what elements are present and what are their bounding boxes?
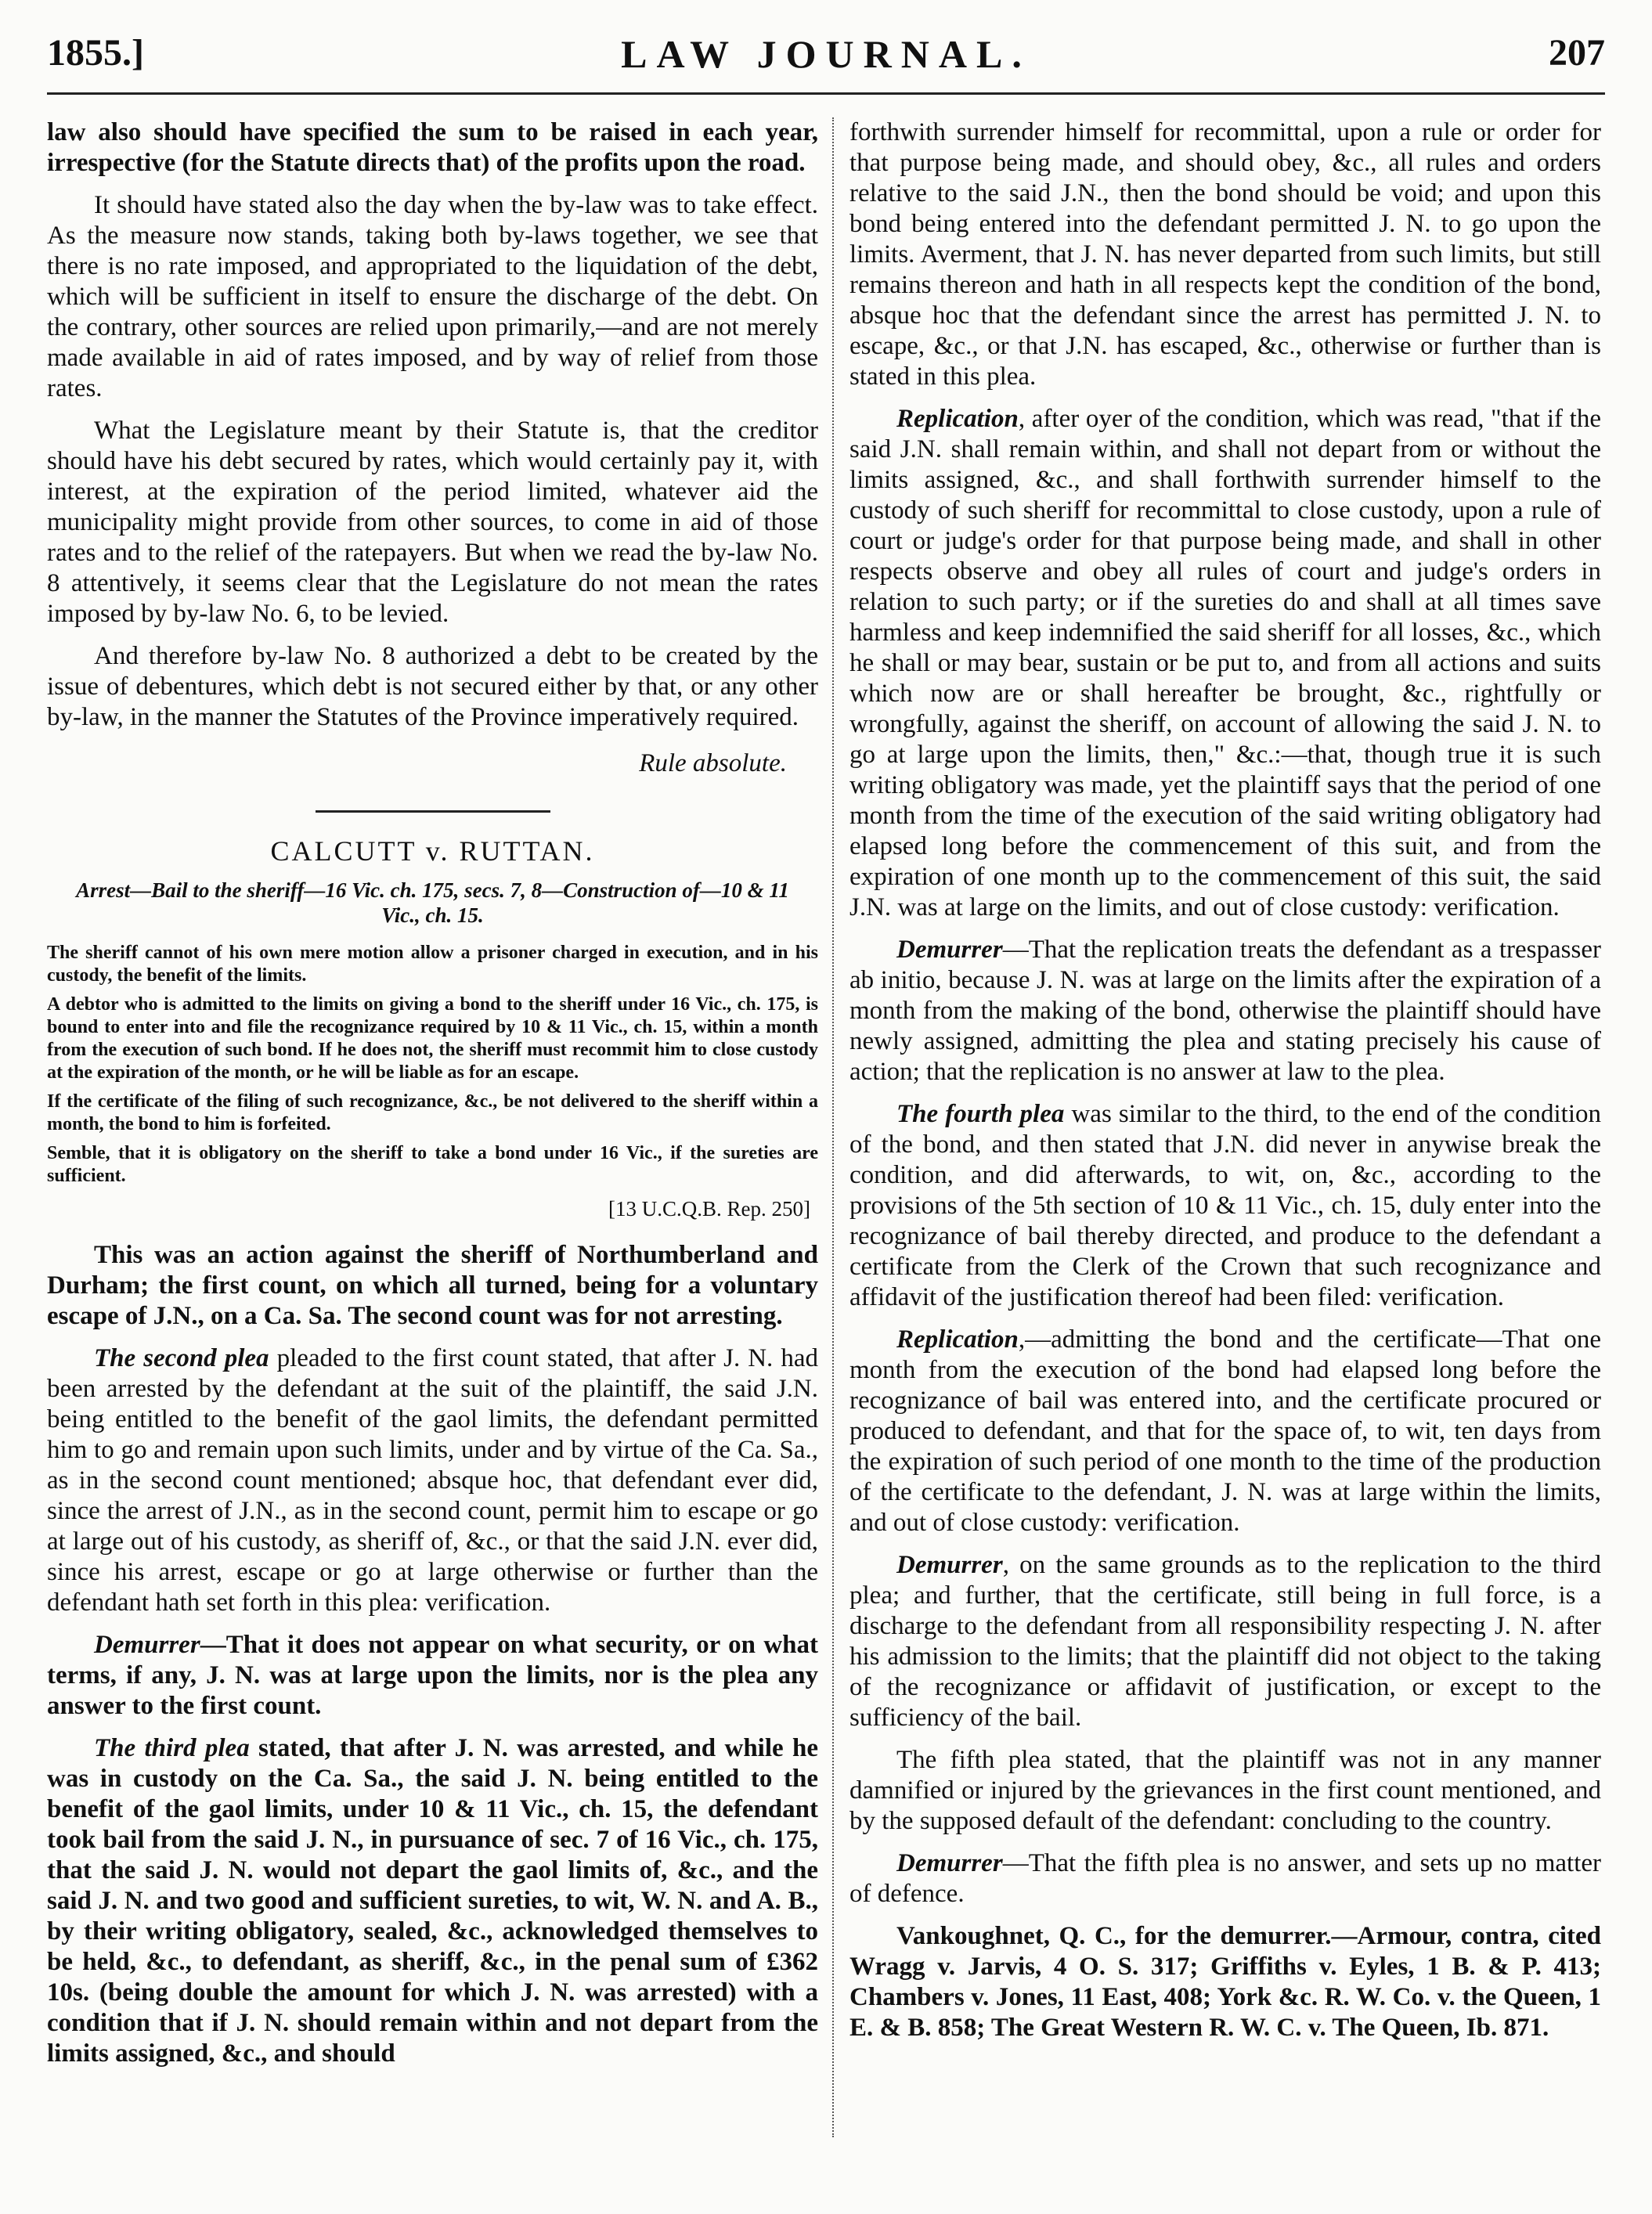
left-paragraph-4: And therefore by-law No. 8 authorized a debt to be created by the issue of debentures, which debt is not secured either by that, or any other by-law, in the manner the Statutes of the Province imperatively required. <box>47 642 818 731</box>
left-paragraph-3: What the Legislature meant by their Statute is, that the creditor should have his debt secured by rates, which would certainly pay it, with interest, at the expiration of the period limited, whatever aid the municipality might provide from other sources, to come in aid of those rates and to the relief of the ratepayers. But when we read the by-law No. 8 attentively, it seems clear that the Legislature do not mean the rates imposed by by-law No. 6, to be levied. <box>47 416 818 628</box>
header-rule <box>47 92 1605 95</box>
lead-replication-2: Replication <box>896 1325 1019 1354</box>
header-title: LAW JOURNAL. <box>621 32 1031 76</box>
lead-demurrer: Demurrer <box>94 1631 200 1659</box>
syllabus-1: The sheriff cannot of his own mere motion allow a prisoner charged in execution, and in his custody, the benefit of the limits. <box>47 943 818 986</box>
syllabus-2: A debtor who is admitted to the limits on giving a bond to the sheriff under 16 Vic., ch. 175, is bound to enter into and file the recognizance required by 10 & 11 Vic., ch. 15, within a month from the execution of such bond. If he does not, the sheriff must recommit him to close custody at the expiration of the month, or he will be liable as for an escape. <box>47 994 818 1083</box>
left-paragraph-1: law also should have specified the sum to be raised in each year, irrespective (for the Statute directs that) of the profits upon the road. <box>47 118 818 177</box>
right-paragraph-2: Replication, after oyer of the condition, which was read, "that if the said J.N. shall remain within, and shall not depart from or without the limits assigned, &c., and shall forthwith surrender himself to the custody of such sheriff for recommittal to close custody, upon a rule of court or judge's order for that purpose being made, and shall in other respects observe and obey all rules of court and judge's orders in relation to such party; or if the sureties do and shall at all times save harmless and keep indemnified the said sheriff for all losses, &c., which he shall or may bear, sustain or be put to, and from all actions and suits which now are or shall hereafter be brought, &c., rightfully or wrongfully, against the sheriff, on account of allowing the said J. N. to go at large upon the limits, then," &c.:—that, though true it is such writing obligatory was made, yet the plaintiff says that the period of one month from the time of the execution of the said writing obligatory had elapsed long before the commencement of this suit, and from the expiration of one month up to the commencement of this suit, the said J.N. was at large on the limits, and out of close custody: verification. <box>849 405 1601 921</box>
left-paragraph-2: It should have stated also the day when the by-law was to take effect. As the measure now stands, taking both by-laws together, we see that there is no rate imposed, and appropriated to the liquidation of the debt, which will be sufficient in itself to ensure the discharge of the debt. On the contrary, other sources are relied upon primarily,—and are not merely made available in aid of rates imposed, and by way of relief from those rates. <box>47 191 818 402</box>
report-citation: [13 U.C.Q.B. Rep. 250] <box>608 1197 810 1221</box>
lead-third-plea: The third plea <box>94 1734 250 1762</box>
right-paragraph-7: The fifth plea stated, that the plaintiff was not in any manner damnified or injured by the grievances in the first count mentioned, and by the supposed default of the defendant: concluding to the country. <box>849 1746 1601 1835</box>
syllabus-4: Semble, that it is obligatory on the sheriff to take a bond under 16 Vic., if the sureties are sufficient. <box>47 1143 818 1186</box>
lead-demurrer-4: Demurrer <box>896 1849 1003 1877</box>
lead-demurrer-2: Demurrer <box>896 936 1003 964</box>
left-paragraph-5: This was an action against the sheriff of Northumberland and Durham; the first count, on which all turned, being for a voluntary escape of J.N., on a Ca. Sa. The second count was for not arresting. <box>47 1241 818 1330</box>
lead-second-plea: The second plea <box>94 1344 269 1372</box>
syllabus-3: If the certificate of the filing of such recognizance, &c., be not delivered to the sheriff within a month, the bond to him is forfeited. <box>47 1091 818 1134</box>
right-paragraph-4: The fourth plea was similar to the third, to the end of the condition of the bond, and then stated that J.N. did never in anywise break the condition, and did afterwards, to wit, on, &c., according to the provisions of the 5th section of 10 & 11 Vic., ch. 15, duly enter into the recognizance of bail thereby directed, and produce to the defendant a certificate from the Clerk of the Crown that such recognizance and affidavit of the justification thereof had been filed: verification. <box>849 1100 1602 1311</box>
lead-fourth-plea: The fourth plea <box>896 1100 1065 1128</box>
right-paragraph-9: Vankoughnet, Q. C., for the demurrer.—Armour, contra, cited Wragg v. Jarvis, 4 O. S. 317; Griffiths v. Eyles, 1 B. & P. 413; Chambers v. Jones, 11 East, 408; York &c. R. W. Co. v. the Queen, 1 E. & B. 858; The Great Western R. W. C. v. The Queen, Ib. 871. <box>849 1922 1601 2042</box>
header-page-number: 207 <box>1549 32 1605 74</box>
rule-absolute: Rule absolute. <box>639 749 787 777</box>
left-paragraph-6: The second plea pleaded to the first count stated, that after J. N. had been arrested by the defendant at the suit of the plaintiff, the said J.N. being entitled to the benefit of the gaol limits, the defendant permitted him to go and remain upon such limits, under and by virtue of the Ca. Sa., as in the second count mentioned; absque hoc, that defendant ever did, since the arrest of J.N., as in the second count, permit him to escape or go at large out of his custody, as sheriff of, &c., or that the said J.N. ever did, since his arrest, escape or go at large otherwise or further than the defendant hath set forth in this plea: verification. <box>47 1344 818 1617</box>
right-paragraph-1: forthwith surrender himself for recommittal, upon a rule or order for that purpose being made, and should obey, &c., all rules and orders relative to the said J.N., then the bond should be void; and upon this bond being entered into the defendant permitted J. N. to go upon the limits. Averment, that J. N. has never departed from such limits, but still remains thereon and hath in all respects kept the condition of the bond, absque hoc that the defendant since the arrest has permitted J. N. to escape, &c., or that J.N. has escaped, &c., otherwise or further than is stated in this plea. <box>849 118 1601 391</box>
header-year: 1855.] <box>47 32 144 74</box>
right-column <box>849 117 1601 2055</box>
lead-demurrer-3: Demurrer <box>896 1551 1003 1579</box>
case-headnote: Arrest—Bail to the sheriff—16 Vic. ch. 175, secs. 7, 8—Construction of—10 & 11 Vic., ch. 15. <box>76 878 789 927</box>
lead-replication: Replication <box>896 405 1019 433</box>
page-header <box>47 31 1605 94</box>
left-paragraph-7: Demurrer—That it does not appear on what security, or on what terms, if any, J. N. was at large upon the limits, nor is the plea any answer to the first count. <box>47 1631 818 1720</box>
section-divider <box>316 810 550 813</box>
right-paragraph-5: Replication,—admitting the bond and the certificate—That one month from the execution of the bond had elapsed long before the recognizance of bail was entered into, and the certificate procured or produced to defendant, and that for the space of, to wit, ten days from the expiration of such period of one month to the time of the production of the certificate to the defendant, J. N. was at large within the limits, and out of close custody: verification. <box>849 1325 1601 1537</box>
right-paragraph-3: Demurrer—That the replication treats the defendant as a trespasser ab initio, because J. N. was at large on the limits after the expiration of a month from the making of the bond, otherwise the plaintiff should have newly assigned, admitting the plea and stating precisely his cause of action; that the replication is no answer at law to the plea. <box>849 936 1601 1086</box>
column-divider <box>832 117 834 2137</box>
left-paragraph-8: The third plea stated, that after J. N. was arrested, and while he was in custody on the Ca. Sa., the said J. N. being entitled to the benefit of the gaol limits, under 10 & 11 Vic., ch. 15, the defendant took bail from the said J. N., in pursuance of sec. 7 of 16 Vic., ch. 175, that the said J. N. would not depart the gaol limits of, &c., and the said J. N. and two good and sufficient sureties, to wit, W. N. and A. B., by their writing obligatory, sealed, &c., acknowledged themselves to be held, &c., to defendant, as sheriff, &c., in the penal sum of £362 10s. (being double the amount for which J. N. was arrested) with a condition that if J. N. should remain within and not depart from the limits assigned, &c., and should <box>47 1734 818 2068</box>
right-paragraph-8: Demurrer—That the fifth plea is no answer, and sets up no matter of defence. <box>849 1849 1601 1908</box>
right-paragraph-6: Demurrer, on the same grounds as to the replication to the third plea; and further, that the certificate, still being in full force, is a discharge to the defendant from all responsibility respecting J. N. after his admission to the limits; that the plaintiff did not object to the taking of the recognizance or affidavit of justification, or except to the sufficiency of the bail. <box>849 1551 1601 1732</box>
case-title: CALCUTT v. RUTTAN. <box>270 835 595 867</box>
left-column <box>47 117 818 2081</box>
